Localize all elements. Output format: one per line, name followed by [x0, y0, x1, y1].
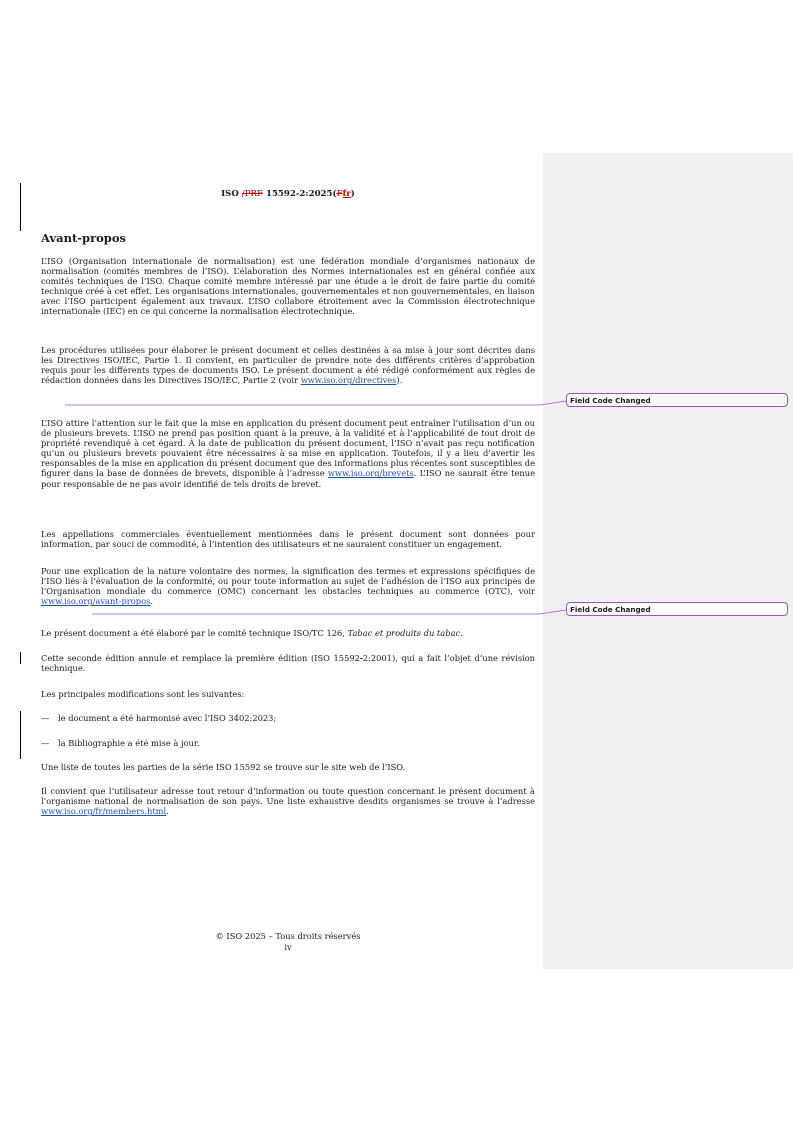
list-item: — le document a été harmonisé avec l’ISO 3402:2023;	[41, 713, 277, 723]
deleted-text: -	[359, 653, 363, 663]
page-footer	[41, 931, 535, 953]
section-title: Avant-propos	[41, 231, 126, 245]
list-item: — la Bibliographie a été mise à jour.	[41, 738, 200, 748]
comment-connector-2	[92, 610, 566, 614]
paragraph-trade-names: Les appellations commerciales éventuellement mentionnées dans le présent document sont données pour information, par souci de commodité, à l’intention des utilisateurs et ne sauraient constituer un engagement.	[41, 529, 535, 550]
comment-connector-1	[65, 401, 566, 405]
deleted-text: /PRF	[241, 189, 263, 199]
patents-link[interactable]: www.iso.org/brevets	[327, 468, 414, 479]
document-header: ISO /PRF 15592-2:2025(Ffr)	[221, 189, 355, 199]
paragraph-voluntary-nature: Pour une explication de la nature volontaire des normes, la signification des termes et expressions spécifiques de l’ISO liés à l’évaluation de la conformité, ou pour toute information au sujet de l’adhésion de l’ISO aux principes de l’Organisation mondiale du commerce (OMC) concernant les obstacles techniques au commerce (OTC), voir www.iso.org/avant-propos.	[41, 566, 535, 607]
copyright-notice: © ISO 2025 – Tous droits réservés	[215, 931, 361, 941]
page-number: iv	[284, 942, 292, 952]
foreword-link[interactable]: www.iso.org/avant-propos	[41, 596, 151, 607]
paragraph-committee: Le présent document a été élaboré par le comité technique ISO/TC 126, Tabac et produits du tabac.	[41, 628, 463, 638]
change-bar	[20, 652, 21, 664]
paragraph-feedback: Il convient que l’utilisateur adresse tout retour d’information ou toute question concernant le présent document à l’organisme national de normalisation de son pays. Une liste exhaustive desdits organismes se trouve à l’adresse www.iso.org/fr/members.html.	[41, 786, 535, 817]
paragraph-patents: L’ISO attire l’attention sur le fait que la mise en application du présent document peut entraîner l’utilisation d’un ou de plusieurs brevets. L’ISO ne prend pas position quant à la preuve, à la validité et à l’applicabilité de tout droit de propriété revendiqué à cet égard. À la date de publication du présent document, l’ISO n’avait pas reçu notification qu’un ou plusieurs brevets pouvaient être nécessaires à sa mise en application. Toutefois, il y a lieu d’avertir les responsables de la mise en application du présent document que des informations plus récentes sont susceptibles de figurer dans la base de données de brevets, disponible à l’adresse www.iso.org/brevets. L’ISO ne saurait être tenue pour responsable de ne pas avoir identifié de tels droits de brevet.	[41, 418, 535, 489]
change-bar	[20, 711, 21, 759]
members-link[interactable]: www.iso.org/fr/members.html	[41, 806, 167, 817]
change-bar	[20, 183, 21, 231]
paragraph-changes-intro: Les principales modifications sont les suivantes:	[41, 689, 245, 699]
deleted-text: F	[336, 189, 343, 199]
directives-link[interactable]: www.iso.org/directives	[300, 375, 397, 386]
paragraph-series: Une liste de toutes les parties de la série ISO 15592 se trouve sur le site web de l’ISO.	[41, 762, 406, 772]
comment-balloon[interactable]: Field Code Changed	[566, 393, 788, 407]
paragraph-edition: Cette seconde édition annule et remplace la première édition (ISO 15592-2:2001), qui a fait l’objet d’une révision technique.	[41, 653, 535, 674]
comment-balloon[interactable]: Field Code Changed	[566, 602, 788, 616]
paragraph-iso-intro: L’ISO (Organisation internationale de normalisation) est une fédération mondiale d’organismes nationaux de normalisation (comités membres de l’ISO). L’élaboration des Normes internationales est en général confiée aux comités techniques de l’ISO. Chaque comité membre intéressé par une étude a le droit de faire partie du comité technique créé à cet effet. Les organisations internationales, gouvernementales et non gouvernementales, en liaison avec l’ISO participent également aux travaux. L’ISO collabore étroitement avec la Commission électrotechnique internationale (IEC) en ce qui concerne la normalisation électrotechnique.	[41, 256, 535, 317]
paragraph-procedures: Les procédures utilisées pour élaborer le présent document et celles destinées à sa mise à jour sont décrites dans les Directives ISO/IEC, Partie 1. Il convient, en particulier de prendre note des différents critères d’approbation requis pour les différents types de documents ISO. Le présent document a été rédigé conformément aux règles de rédaction données dans les Directives ISO/IEC, Partie 2 (voir www.iso.org/directives).	[41, 345, 535, 386]
inserted-text: fr	[342, 189, 351, 199]
